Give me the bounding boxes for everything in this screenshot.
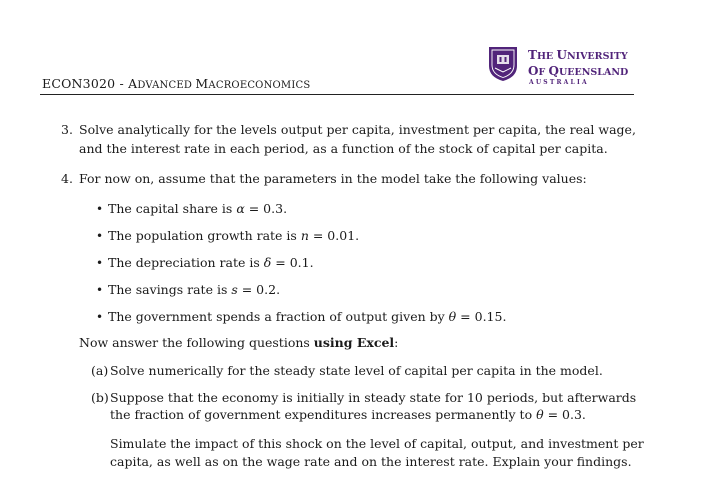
bullet-dot: • xyxy=(96,256,104,270)
math-symbol: θ xyxy=(448,309,457,324)
course-title-part2: ACROECONOMICS xyxy=(208,80,311,91)
course-title-part1: DVANCED xyxy=(137,80,196,91)
question-number: 3. xyxy=(61,122,73,137)
question-text-line: and the interest rate in each period, as a function of the stock of capital per capita. xyxy=(79,141,608,156)
bullet-value: = 0.2. xyxy=(237,282,281,297)
university-logo xyxy=(488,44,638,92)
bullet-text: The depreciation rate is xyxy=(108,255,264,270)
header-separator: - xyxy=(115,76,129,91)
uni-f: F xyxy=(538,67,549,78)
uni-niversity: NIVERSITY xyxy=(566,51,628,62)
bullet-item xyxy=(108,201,287,217)
part-label: (b) xyxy=(91,390,109,405)
header-rule xyxy=(40,94,634,95)
part-text-line: capita, as well as on the wage rate and on the interest rate. Explain your findings. xyxy=(110,454,632,469)
bullet-dot: • xyxy=(96,202,104,216)
course-title-cap-a: A xyxy=(128,76,138,91)
part-text-line xyxy=(110,407,586,423)
part-text-line: Solve numerically for the steady state level of capital per capita in the model. xyxy=(110,363,603,378)
question-text-line: Solve analytically for the levels output per capita, investment per capita, the real wage, xyxy=(79,122,636,137)
bullet-value: = 0.3. xyxy=(244,201,288,216)
bullet-dot: • xyxy=(96,229,104,243)
course-header xyxy=(42,76,310,91)
uni-ueensland: UEENSLAND xyxy=(558,67,629,78)
part-text: the fraction of government expenditures increases permanently to xyxy=(110,407,537,422)
bullet-text: The government spends a fraction of output given by xyxy=(108,309,449,324)
bullet-text: The savings rate is xyxy=(108,282,232,297)
part-text-line: Suppose that the economy is initially in steady state for 10 periods, but afterwards xyxy=(110,390,637,405)
bullet-item xyxy=(108,228,359,244)
university-crest-icon xyxy=(488,46,518,82)
part-text-line: Simulate the impact of this shock on the level of capital, output, and investment per xyxy=(110,436,644,451)
bullet-value: = 0.15. xyxy=(456,309,507,324)
bullet-item xyxy=(108,309,506,325)
uni-u: U xyxy=(556,48,567,62)
question-number: 4. xyxy=(61,171,73,186)
part-label: (a) xyxy=(91,363,109,378)
bullet-item xyxy=(108,255,314,271)
instruction-line xyxy=(79,335,398,351)
part-value: = 0.3. xyxy=(543,407,586,422)
course-code: ECON3020 xyxy=(42,76,116,91)
uni-q: Q xyxy=(548,64,559,78)
bullet-text: The capital share is xyxy=(108,201,237,216)
math-symbol: n xyxy=(300,228,309,243)
bullet-value: = 0.1. xyxy=(271,255,314,270)
instruction-suffix: : xyxy=(394,335,399,350)
math-symbol: δ xyxy=(263,255,272,270)
math-symbol: θ xyxy=(536,407,544,422)
course-title-cap-m: M xyxy=(195,76,209,91)
question-text-line: For now on, assume that the parameters in the model take the following values: xyxy=(79,171,587,186)
bullet-item xyxy=(108,282,280,298)
uni-he: HE xyxy=(536,51,557,62)
university-name xyxy=(528,48,638,80)
uni-o: O xyxy=(528,64,539,78)
bullet-text: The population growth rate is xyxy=(108,228,301,243)
bullet-value: = 0.01. xyxy=(308,228,360,243)
math-symbol: α xyxy=(236,201,245,216)
instruction-bold: using Excel xyxy=(313,335,395,350)
uni-t: T xyxy=(528,48,537,62)
bullet-dot: • xyxy=(96,310,104,324)
math-symbol: s xyxy=(231,282,238,297)
instruction-prefix: Now answer the following questions xyxy=(79,335,314,350)
university-country: AUSTRALIA xyxy=(529,79,589,86)
bullet-dot: • xyxy=(96,283,104,297)
